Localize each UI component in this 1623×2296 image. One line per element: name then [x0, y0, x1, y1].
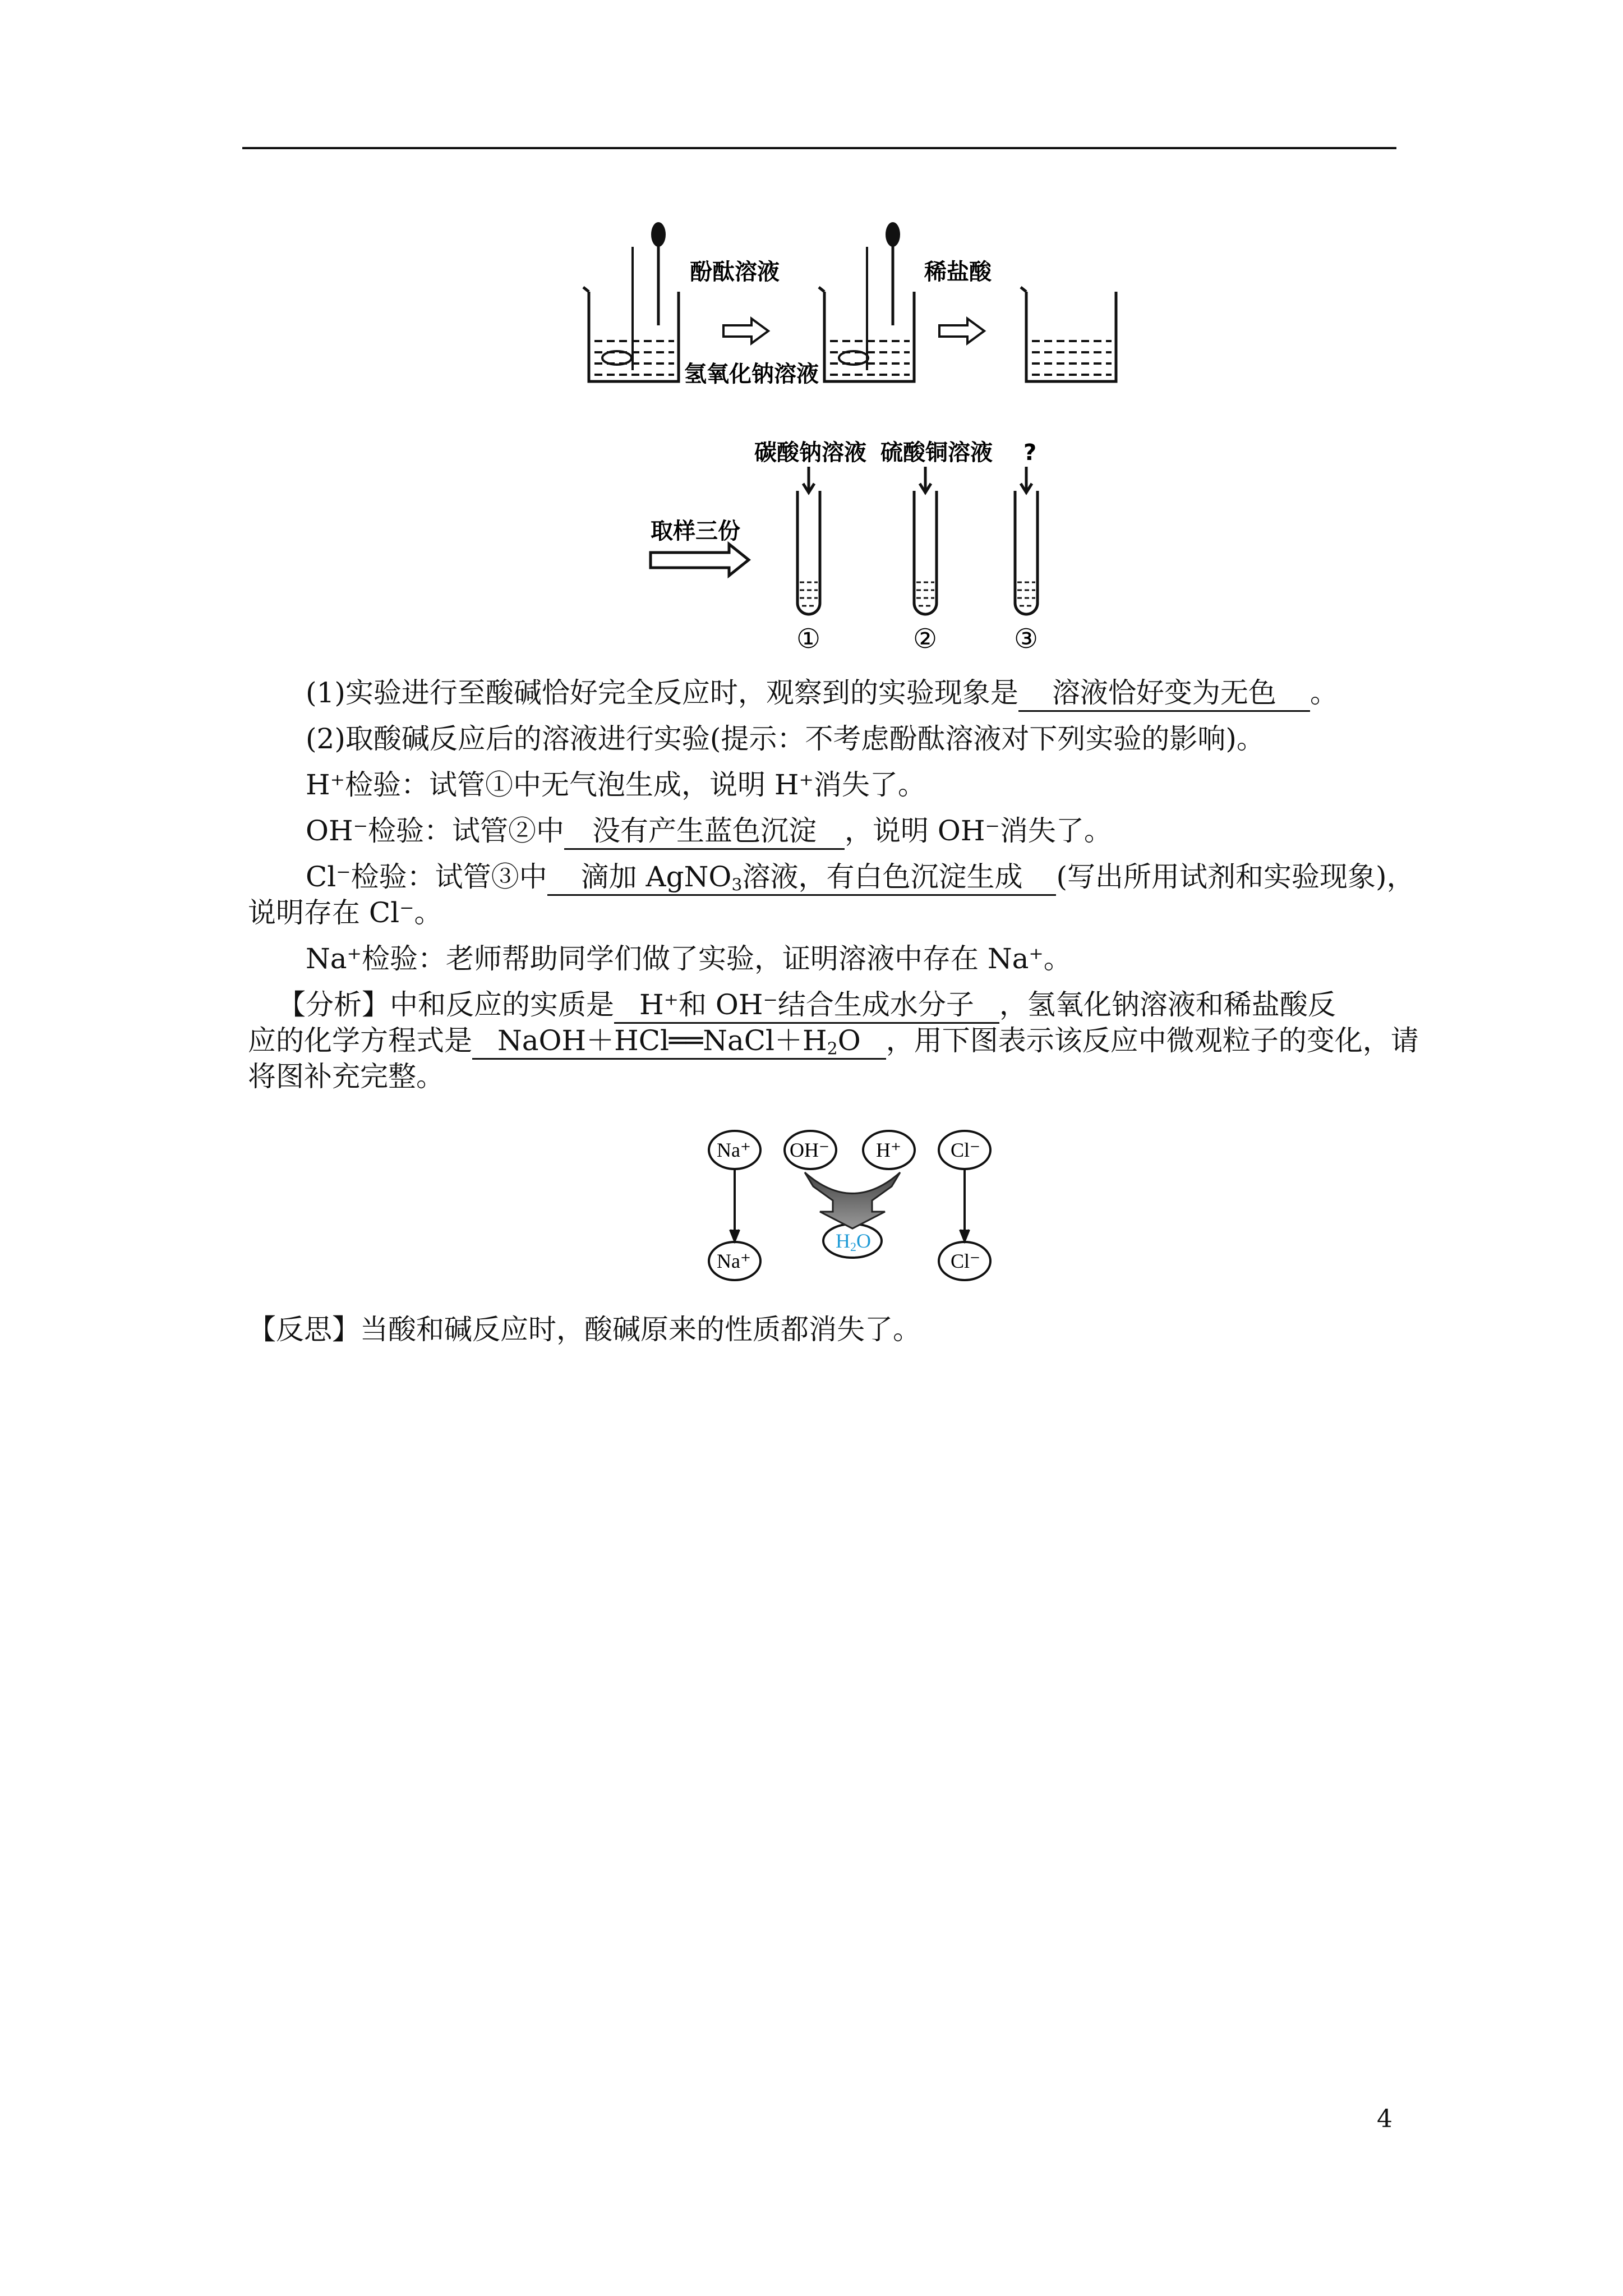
na-bottom-label: Na⁺ [717, 1250, 751, 1272]
cl-top-label: Cl⁻ [951, 1139, 981, 1161]
combine-arrow [805, 1172, 900, 1228]
oh-label: OH⁻ [790, 1139, 829, 1161]
equation-sub: 2 [827, 1039, 838, 1059]
cl-answer-sub: 3 [731, 875, 743, 895]
oh-test-prefix: OH⁻检验：试管②中 [306, 815, 564, 847]
q1-answer: 溶液恰好变为无色 [1018, 677, 1310, 712]
equation-part2: O [837, 1024, 861, 1057]
water-label: H2O [836, 1230, 871, 1254]
analysis-answer2 [472, 1024, 886, 1060]
equation-part1: NaOH＋HCl══NaCl＋H [497, 1024, 827, 1057]
cl-bottom-label: Cl⁻ [951, 1250, 981, 1272]
tube-number-3: ③ [1014, 623, 1039, 655]
label-cuso4: 硫酸铜溶液 [880, 440, 993, 466]
cl-answer-part2: 溶液，有白色沉淀生成 [742, 861, 1023, 893]
particle-change-diagram [695, 1116, 1009, 1285]
oh-test-suffix: ，说明 OH⁻消失了。 [845, 815, 1112, 847]
analysis-prefix: 中和反应的实质是 [390, 988, 614, 1021]
cl-test-answer [547, 861, 1057, 896]
label-sample: 取样三份 [651, 518, 740, 544]
cl-test-suffix: (写出所用试剂和实验现象)， [1056, 861, 1415, 893]
analysis-line2-prefix: 应的化学方程式是 [248, 1024, 472, 1057]
analysis-answer1: H⁺和 OH⁻结合生成水分子 [614, 988, 999, 1024]
label-unknown: ? [1023, 440, 1037, 466]
page-number: 4 [1377, 2105, 1393, 2133]
question-2: (2)取酸碱反应后的溶液进行实验(提示：不考虑酚酞溶液对下列实验的影响)。 [306, 723, 1265, 755]
reflection-line [248, 1313, 921, 1346]
header-rule [242, 147, 1396, 149]
q1-prefix: (1)实验进行至酸碱恰好完全反应时，观察到的实验现象是 [306, 677, 1018, 709]
reflection-text: 当酸和碱反应时，酸碱原来的性质都消失了。 [360, 1313, 921, 1346]
cl-answer-part1: 滴加 AgNO [580, 861, 732, 893]
analysis-line1 [278, 988, 1336, 1022]
analysis-line2-suffix: ，用下图表示该反应中微观粒子的变化，请 [886, 1024, 1419, 1057]
cl-test-line2: 说明存在 Cl⁻。 [248, 896, 442, 929]
q1-suffix: 。 [1310, 677, 1338, 709]
tube-number-1: ① [796, 623, 821, 655]
h-test-line: H⁺检验：试管①中无气泡生成，说明 H⁺消失了。 [306, 769, 926, 801]
label-phenolphthalein: 酚酞溶液 [690, 259, 780, 285]
oh-test-line [306, 814, 1112, 848]
beaker-experiment-figure [572, 213, 1122, 393]
label-hcl: 稀盐酸 [924, 259, 992, 285]
na-top-label: Na⁺ [717, 1139, 751, 1161]
cl-test-prefix: Cl⁻检验：试管③中 [306, 861, 547, 893]
h-label: H⁺ [876, 1139, 901, 1161]
na-test-line: Na⁺检验：老师帮助同学们做了实验，证明溶液中存在 Na⁺。 [306, 942, 1072, 975]
label-naoh: 氢氧化钠溶液 [684, 361, 819, 387]
test-tube-figure [628, 432, 1077, 656]
label-na2co3: 碳酸钠溶液 [754, 440, 866, 466]
analysis-bracket: 【分析】 [278, 988, 390, 1021]
oh-test-answer: 没有产生蓝色沉淀 [564, 815, 845, 850]
cl-test-line [306, 860, 1415, 903]
tube-number-2: ② [913, 623, 938, 655]
reflection-bracket: 【反思】 [248, 1313, 360, 1346]
analysis-line3: 将图补充完整。 [248, 1060, 444, 1093]
analysis-mid: ，氢氧化钠溶液和稀盐酸反 [999, 988, 1336, 1021]
question-1 [306, 676, 1338, 710]
